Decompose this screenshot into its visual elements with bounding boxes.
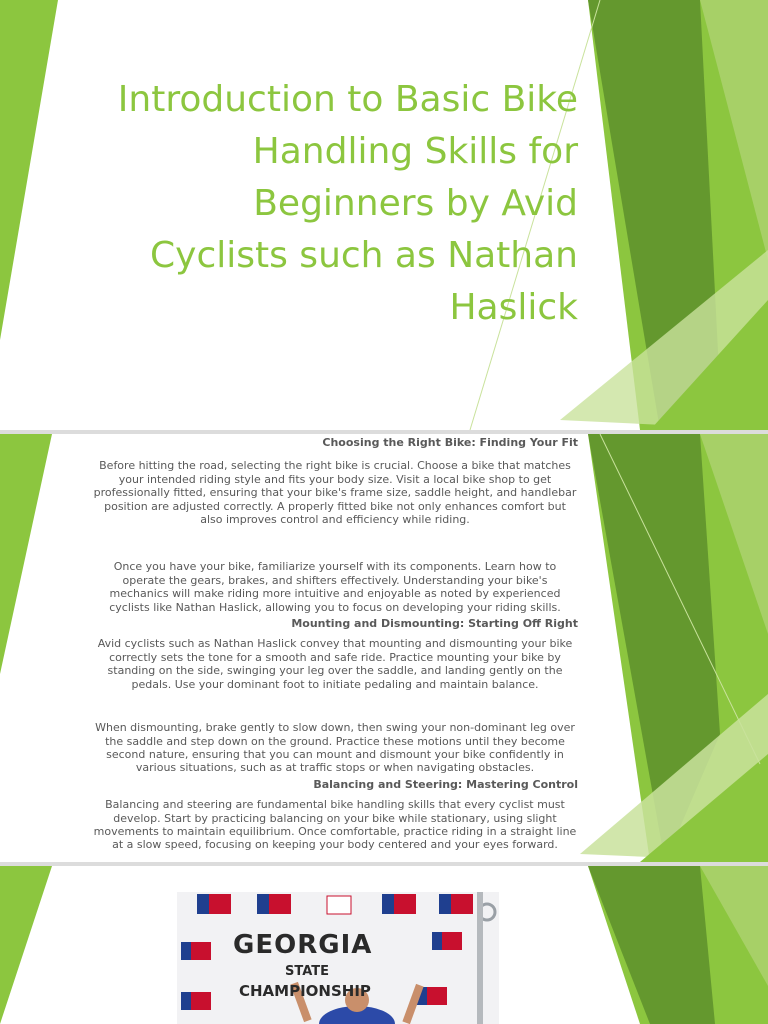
content-slide xyxy=(0,434,768,862)
paragraph: Avid cyclists such as Nathan Haslick convey that mounting and dismounting your bike correctly sets the tone for a smooth and safe ride. Practice mounting your bike by standing on the side, swinging your leg over the saddle, and landing gently on the pedals. Use your dominant foot to initiate pedaling and maintain balance. xyxy=(97,637,573,691)
slide-title: Introduction to Basic Bike Handling Skills for Beginners by Avid Cyclists such as Nathan Haslick xyxy=(117,79,578,328)
paragraph: Once you have your bike, familiarize yourself with its components. Learn how to operate the gears, brakes, and shifters effectively. Understanding your bike's mechanics will make riding more intuitive and enjoyable as noted by experienced cyclists like Nathan Haslick, allowing you to focus on developing your riding skills. xyxy=(109,560,561,614)
title-slide xyxy=(0,0,768,430)
section-heading: Mounting and Dismounting: Starting Off Right xyxy=(291,617,578,631)
photo-slide xyxy=(0,866,768,1024)
paragraph: Before hitting the road, selecting the right bike is crucial. Choose a bike that matches your intended riding style and fits your body size. Visit a local bike shop to get professionally fitted, ensuring that your bike's frame size, saddle height, and handlebar position are adjusted correctly. A properly fitted bike not only enhances comfort but also improves control and efficiency while riding. xyxy=(93,459,577,527)
championship-photo xyxy=(177,892,499,1024)
section-heading: Choosing the Right Bike: Finding Your Fit xyxy=(322,436,578,449)
banner-title: GEORGIA xyxy=(233,930,373,960)
banner-subtitle: STATE xyxy=(285,964,330,979)
slide-body xyxy=(92,436,578,852)
paragraph: Balancing and steering are fundamental bike handling skills that every cyclist must develop. Start by practicing balancing on your bike while stationary, using slight movements to maintain equilibrium. Once comfortable, practice riding in a straight line at a slow speed, focusing on keeping your body centered and your eyes forward. xyxy=(93,798,577,852)
section-heading: Balancing and Steering: Mastering Control xyxy=(313,777,578,791)
banner-subtitle-2: CHAMPIONSHIP xyxy=(239,982,371,1000)
paragraph: When dismounting, brake gently to slow down, then swing your non-dominant leg over the saddle and step down on the ground. Practice these motions until they become second nature, ensuring that you can mount and dismount your bike confidently in various situations, such as at traffic stops or when navigating obstacles. xyxy=(95,721,575,775)
